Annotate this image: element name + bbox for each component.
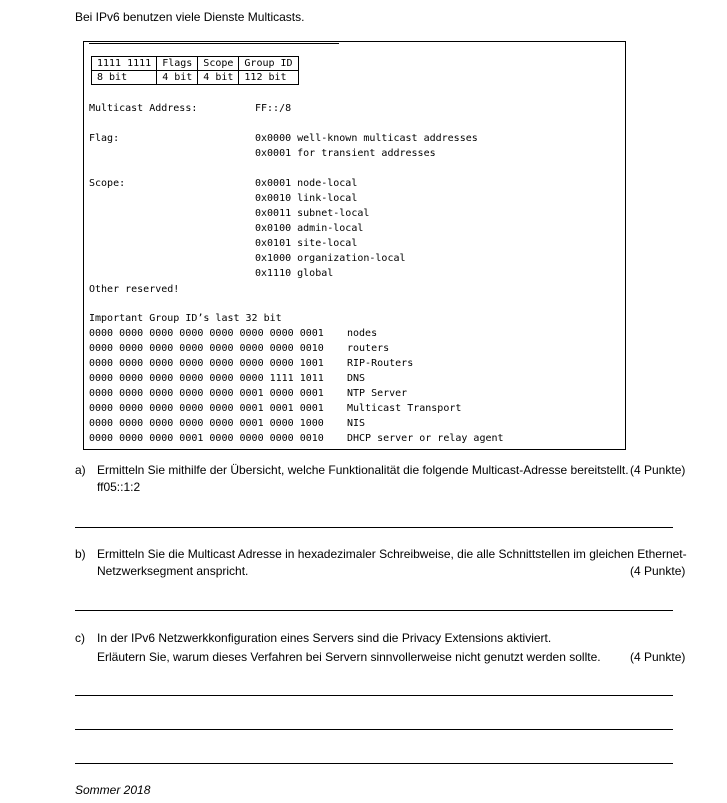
flag-label: Flag: — [89, 133, 120, 144]
group-id-bits: 0000 0000 0000 0001 0000 0000 0000 0010 — [89, 433, 324, 444]
question-c — [75, 630, 685, 666]
multicast-address-label: Multicast Address: — [89, 103, 198, 114]
scope-value: 0x0001 node-local — [255, 178, 358, 189]
box-top-divider — [89, 43, 339, 44]
answer-line[interactable] — [75, 610, 673, 611]
question-letter: b) — [75, 547, 86, 561]
table-cell: 112 bit — [239, 71, 298, 85]
group-id-bits: 0000 0000 0000 0000 0000 0000 1111 1011 — [89, 373, 324, 384]
scope-label: Scope: — [89, 178, 126, 189]
scope-value: 0x0010 link-local — [255, 193, 358, 204]
question-a — [75, 462, 685, 498]
group-id-bits: 0000 0000 0000 0000 0000 0000 0000 0010 — [89, 343, 324, 354]
multicast-address-value: FF::/8 — [255, 103, 292, 114]
flag-value: 0x0001 for transient addresses — [255, 148, 436, 159]
group-id-name: routers — [347, 343, 390, 354]
answer-line[interactable] — [75, 729, 673, 730]
group-id-name: nodes — [347, 328, 378, 339]
question-letter: c) — [75, 631, 85, 645]
scope-value: 0x0100 admin-local — [255, 223, 364, 234]
table-cell: 4 bit — [198, 71, 239, 85]
group-id-bits: 0000 0000 0000 0000 0000 0001 0000 0001 — [89, 388, 324, 399]
group-id-bits: 0000 0000 0000 0000 0000 0001 0000 1000 — [89, 418, 324, 429]
question-text: Ermitteln Sie die Multicast Adresse in hexadezimaler Schreibweise, die alle Schnittstellen im gleichen Ethernet- — [97, 547, 687, 561]
footer-date: Sommer 2018 — [75, 783, 151, 797]
group-id-name: DNS — [347, 373, 366, 384]
group-id-name: DHCP server or relay agent — [347, 433, 504, 444]
question-text: Ermitteln Sie mithilfe der Übersicht, welche Funktionalität die folgende Multicast-Adresse bereitstellt. — [97, 463, 629, 477]
group-id-name: Multicast Transport — [347, 403, 462, 414]
group-id-name: NIS — [347, 418, 366, 429]
table-cell: 1111 1111 — [92, 57, 157, 71]
question-address: ff05::1:2 — [97, 480, 141, 494]
table-cell: 8 bit — [92, 71, 157, 85]
intro-text: Bei IPv6 benutzen viele Dienste Multicasts. — [75, 10, 305, 24]
question-b — [75, 546, 685, 582]
group-id-name: RIP-Routers — [347, 358, 414, 369]
question-text: Netzwerksegment anspricht. — [97, 564, 249, 578]
group-id-name: NTP Server — [347, 388, 408, 399]
question-text: In der IPv6 Netzwerkkonfiguration eines Servers sind die Privacy Extensions aktiviert. — [97, 631, 552, 645]
scope-value: 0x0101 site-local — [255, 238, 358, 249]
flag-value: 0x0000 well-known multicast addresses — [255, 133, 478, 144]
question-points: (4 Punkte) — [630, 564, 686, 578]
group-id-bits: 0000 0000 0000 0000 0000 0001 0001 0001 — [89, 403, 324, 414]
question-points: (4 Punkte) — [630, 650, 686, 664]
group-ids-heading: Important Group ID’s last 32 bit — [89, 313, 282, 324]
table-cell: Scope — [198, 57, 239, 71]
scope-value: 0x0011 subnet-local — [255, 208, 370, 219]
scope-value: 0x1000 organization-local — [255, 253, 406, 264]
group-id-bits: 0000 0000 0000 0000 0000 0000 0000 1001 — [89, 358, 324, 369]
answer-line[interactable] — [75, 763, 673, 764]
answer-line[interactable] — [75, 695, 673, 696]
other-reserved-note: Other reserved! — [89, 284, 180, 295]
address-format-row — [92, 71, 299, 85]
table-cell: Flags — [157, 57, 198, 71]
scope-value: 0x1110 global — [255, 268, 334, 279]
question-points: (4 Punkte) — [630, 463, 686, 477]
address-format-row — [92, 57, 299, 71]
question-letter: a) — [75, 463, 86, 477]
question-text: Erläutern Sie, warum dieses Verfahren bei Servern sinnvollerweise nicht genutzt werden sollte. — [97, 650, 601, 664]
answer-line[interactable] — [75, 527, 673, 528]
address-format-table — [91, 56, 299, 85]
table-cell: 4 bit — [157, 71, 198, 85]
table-cell: Group ID — [239, 57, 298, 71]
multicast-reference-box — [83, 41, 626, 450]
group-id-bits: 0000 0000 0000 0000 0000 0000 0000 0001 — [89, 328, 324, 339]
